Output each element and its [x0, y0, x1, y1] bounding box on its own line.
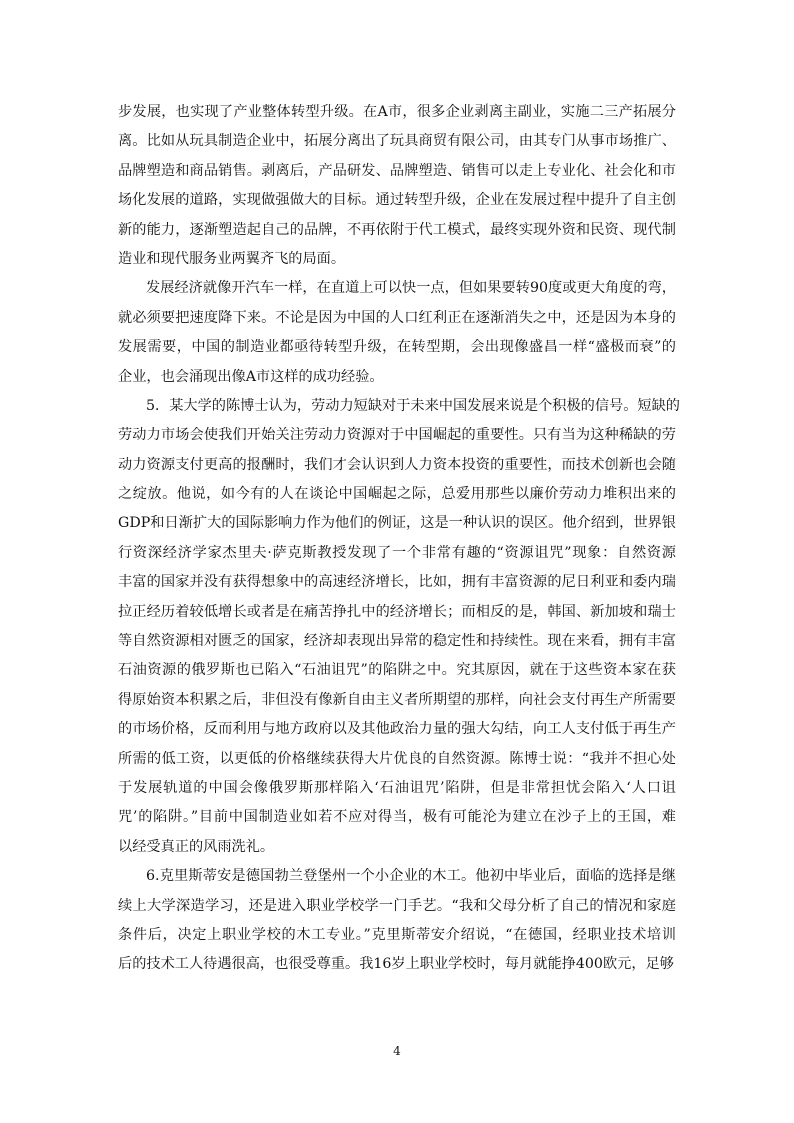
text-line: GDP和日渐扩大的国际影响力作为他们的例证，这是一种认识的误区。他介绍到，世界银 — [118, 515, 676, 532]
text-line: 于发展轨道的中国会像俄罗斯那样陷入‘石油诅咒’陷阱，但是非常担忧会陷入‘人口诅 — [118, 779, 676, 796]
text-line: 离。比如从玩具制造企业中，拓展分离出了玩具商贸有限公司，由其专门从事市场推广、 — [118, 133, 676, 150]
paragraph-p1 — [118, 98, 676, 274]
text-line: 劳动力市场会使我们开始关注劳动力资源对于中国崛起的重要性。只有当为这种稀缺的劳 — [118, 427, 676, 444]
text-line: 动力资源支付更高的报酬时，我们才会认识到人力资本投资的重要性，而技术创新也会随 — [118, 456, 676, 473]
text-line: 新的能力，逐渐塑造起自己的品牌，不再依附于代工模式，最终实现外资和民资、现代制 — [118, 221, 676, 238]
text-line: 石油资源的俄罗斯也已陷入“石油诅咒”的陷阱之中。究其原因，就在于这些资本家在获 — [118, 662, 676, 679]
text-line: 场化发展的道路，实现做强做大的目标。通过转型升级，企业在发展过程中提升了自主创 — [118, 192, 676, 209]
text-line: 等自然资源相对匮乏的国家，经济却表现出异常的稳定性和持续性。现在来看，拥有丰富 — [118, 633, 676, 650]
text-line: 步发展，也实现了产业整体转型升级。在A市，很多企业剥离主副业，实施二三产拓展分 — [118, 104, 676, 120]
text-line: 企业，也会涌现出像A市这样的成功经验。 — [118, 368, 384, 385]
text-line: 以经受真正的风雨洗礼。 — [118, 838, 275, 855]
text-line: 之绽放。他说，如今有的人在谈论中国崛起之际，总爱用那些以廉价劳动力堆积出来的 — [118, 486, 676, 503]
text-line: 咒’的陷阱。”目前中国制造业如若不应对得当，极有可能沦为建立在沙子上的王国，难 — [118, 809, 676, 826]
text-line: 得原始资本积累之后，非但没有像新自由主义者所期望的那样，向社会支付再生产所需要 — [118, 691, 676, 708]
text-line: 就必须要把速度降下来。不论是因为中国的人口红利正在逐渐消失之中，还是因为本身的 — [118, 309, 676, 326]
text-line: 后的技术工人待遇很高，也很受尊重。我16岁上职业学校时，每月就能挣400欧元，足够 — [118, 956, 674, 973]
paragraph-p3 — [118, 392, 680, 862]
text-line: 所需的低工资，以更低的价格继续获得大片优良的自然资源。陈博士说：“我并不担心处 — [118, 750, 676, 767]
text-line: 5．某大学的陈博士认为，劳动力短缺对于未来中国发展来说是个积极的信号。短缺的 — [146, 397, 680, 414]
text-line: 条件后，决定上职业学校的木工专业。”克里斯蒂安介绍说，“在德国，经职业技术培训 — [118, 926, 676, 943]
body-text — [118, 98, 680, 980]
text-line: 续上大学深造学习，还是进入职业学校学一门手艺。“我和父母分析了自己的情况和家庭 — [118, 897, 676, 914]
page-number: 4 — [393, 1044, 401, 1058]
text-line: 拉正经历着较低增长或者是在痛苦挣扎中的经济增长；而相反的是，韩国、新加坡和瑞士 — [118, 603, 676, 620]
text-line: 发展经济就像开汽车一样，在直道上可以快一点，但如果要转90度或更大角度的弯， — [146, 280, 676, 297]
text-line: 品牌塑造和商品销售。剥离后，产品研发、品牌塑造、销售可以走上专业化、社会化和市 — [118, 162, 676, 179]
text-line: 造业和现代服务业两翼齐飞的局面。 — [118, 250, 346, 267]
paragraph-p4 — [118, 862, 676, 980]
text-line: 6.克里斯蒂安是德国勃兰登堡州一个小企业的木工。他初中毕业后，面临的选择是继 — [146, 868, 676, 885]
text-line: 的市场价格，反而利用与地方政府以及其他政治力量的强大勾结，向工人支付低于再生产 — [118, 721, 676, 738]
paragraph-p2 — [118, 274, 676, 392]
text-line: 丰富的国家并没有获得想象中的高速经济增长，比如，拥有丰富资源的尼日利亚和委内瑞 — [118, 574, 676, 591]
text-line: 行资深经济学家杰里夫·萨克斯教授发现了一个非常有趣的“资源诅咒”现象：自然资源 — [118, 544, 676, 561]
text-line: 发展需要，中国的制造业都亟待转型升级，在转型期，会出现像盛昌一样“盛极而衰”的 — [118, 339, 676, 356]
